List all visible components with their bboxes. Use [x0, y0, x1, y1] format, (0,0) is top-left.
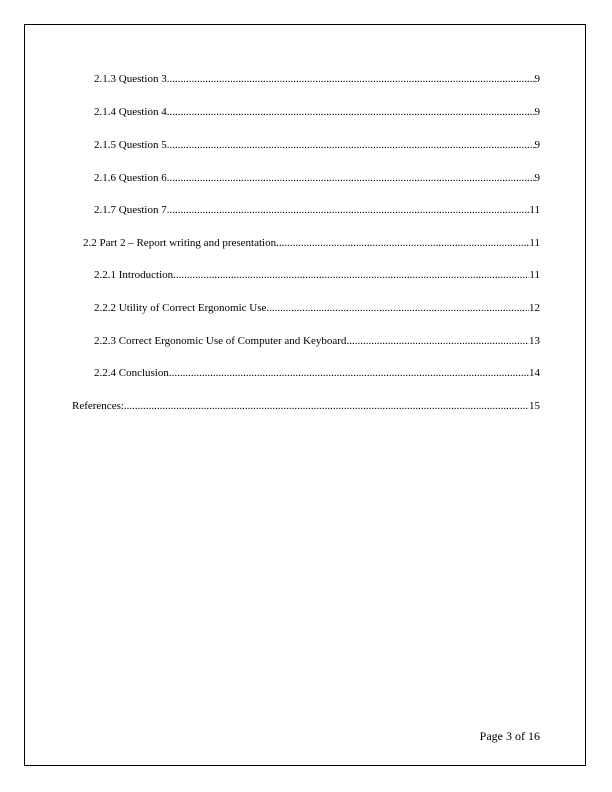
toc-dot-leader — [276, 236, 529, 250]
toc-entry-label: 2.1.7 Question 7 — [94, 204, 167, 216]
toc-entry-question-7[interactable] — [94, 203, 540, 217]
toc-entry-correct-use[interactable] — [94, 334, 540, 348]
page-number-footer: Page 3 of 16 — [479, 729, 540, 743]
toc-entry-part-2[interactable] — [83, 236, 540, 250]
toc-entry-page: 9 — [534, 172, 540, 184]
toc-entry-label: 2.1.5 Question 5 — [94, 139, 167, 151]
toc-entry-page: 15 — [529, 400, 540, 412]
toc-entry-label: 2.2.4 Conclusion — [94, 367, 169, 379]
toc-entry-label: 2.2.3 Correct Ergonomic Use of Computer and Keyboard — [94, 335, 347, 347]
toc-entry-label: 2.2 Part 2 – Report writing and presentation — [83, 237, 277, 249]
toc-entry-utility[interactable] — [94, 301, 540, 315]
toc-entry-conclusion[interactable] — [94, 366, 540, 380]
toc-entry-page: 9 — [534, 73, 540, 85]
toc-entry-label: 2.2.2 Utility of Correct Ergonomic Use — [94, 302, 267, 314]
toc-entry-question-6[interactable] — [94, 171, 540, 185]
toc-entry-page: 11 — [529, 269, 540, 281]
toc-entry-page: 13 — [529, 335, 540, 347]
toc-dot-leader — [167, 72, 535, 86]
toc-dot-leader — [167, 203, 530, 217]
toc-entry-label: References: — [72, 400, 124, 412]
toc-entry-page: 14 — [529, 367, 540, 379]
toc-entry-page: 11 — [529, 204, 540, 216]
toc-dot-leader — [167, 171, 535, 185]
toc-entry-page: 9 — [534, 139, 540, 151]
toc-dot-leader — [169, 366, 529, 380]
toc-entry-label: 2.1.3 Question 3 — [94, 73, 167, 85]
toc-dot-leader — [167, 138, 535, 152]
toc-entry-label: 2.1.4 Question 4 — [94, 106, 167, 118]
toc-entry-label: 2.2.1 Introduction — [94, 269, 174, 281]
toc-entry-page: 12 — [529, 302, 540, 314]
toc-entry-question-5[interactable] — [94, 138, 540, 152]
toc-entry-question-4[interactable] — [94, 105, 540, 119]
toc-entry-references[interactable] — [72, 399, 540, 413]
toc-entry-page: 11 — [529, 237, 540, 249]
toc-dot-leader — [173, 268, 529, 282]
toc-entry-page: 9 — [534, 106, 540, 118]
toc-entry-question-3[interactable] — [94, 72, 540, 86]
toc-dot-leader — [124, 399, 529, 413]
toc-dot-leader — [167, 105, 535, 119]
toc-entry-label: 2.1.6 Question 6 — [94, 172, 167, 184]
toc-dot-leader — [266, 301, 529, 315]
toc-entry-introduction[interactable] — [94, 268, 540, 282]
toc-dot-leader — [346, 334, 529, 348]
